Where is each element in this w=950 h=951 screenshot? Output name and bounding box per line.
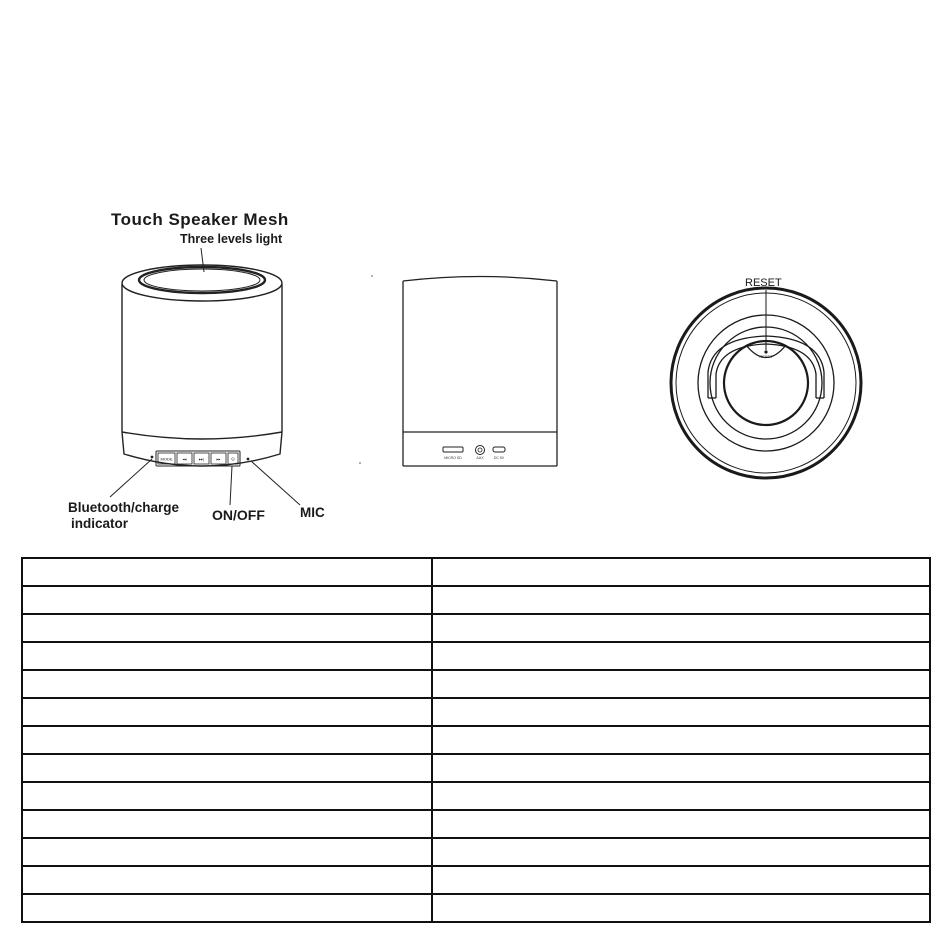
table-cell (22, 838, 432, 866)
table-row (22, 810, 930, 838)
table-cell (432, 894, 930, 922)
table-cell (22, 586, 432, 614)
table-cell (432, 698, 930, 726)
table-cell (22, 894, 432, 922)
table-cell (432, 670, 930, 698)
aux-port-label: AUX (476, 456, 484, 460)
mode-button-label: MODE (160, 456, 173, 462)
indicator-label: indicator (71, 516, 129, 531)
table-cell (22, 558, 432, 586)
table-cell (432, 614, 930, 642)
table-row (22, 614, 930, 642)
table-cell (22, 810, 432, 838)
svg-text:◂◂: ◂◂ (182, 456, 187, 462)
table-row (22, 754, 930, 782)
svg-text:▸▸: ▸▸ (216, 456, 221, 462)
table-cell (432, 866, 930, 894)
reset-inner-label: RESET (759, 354, 773, 359)
mic-label: MIC (300, 505, 325, 520)
table-cell (432, 726, 930, 754)
on-off-label: ON/OFF (212, 507, 265, 523)
three-levels-light-label: Three levels light (180, 232, 283, 246)
table-row (22, 698, 930, 726)
reset-label: RESET (745, 277, 782, 289)
table-row (22, 558, 930, 586)
table-cell (432, 642, 930, 670)
table-cell (432, 810, 930, 838)
table-cell (432, 838, 930, 866)
svg-text:⏻: ⏻ (231, 456, 235, 462)
svg-text:▸▸|: ▸▸| (198, 456, 205, 462)
table-cell (22, 642, 432, 670)
table-row (22, 782, 930, 810)
touch-speaker-mesh-label: Touch Speaker Mesh (111, 210, 289, 229)
table-row (22, 586, 930, 614)
table-row (22, 670, 930, 698)
table-row (22, 866, 930, 894)
table-row (22, 894, 930, 922)
table-cell (432, 782, 930, 810)
table-cell (22, 866, 432, 894)
table-cell (22, 698, 432, 726)
table-cell (22, 670, 432, 698)
spec-table (21, 557, 931, 923)
bluetooth-charge-label: Bluetooth/charge (68, 500, 180, 515)
micro-sd-port-label: MICRO SD (444, 456, 462, 460)
table-cell (22, 754, 432, 782)
table-cell (22, 726, 432, 754)
table-cell (22, 782, 432, 810)
dc-port-label: DC 5V (493, 456, 505, 460)
table-cell (432, 586, 930, 614)
table-cell (432, 558, 930, 586)
table-cell (22, 614, 432, 642)
table-row (22, 642, 930, 670)
table-row (22, 726, 930, 754)
table-cell (432, 754, 930, 782)
table-row (22, 838, 930, 866)
